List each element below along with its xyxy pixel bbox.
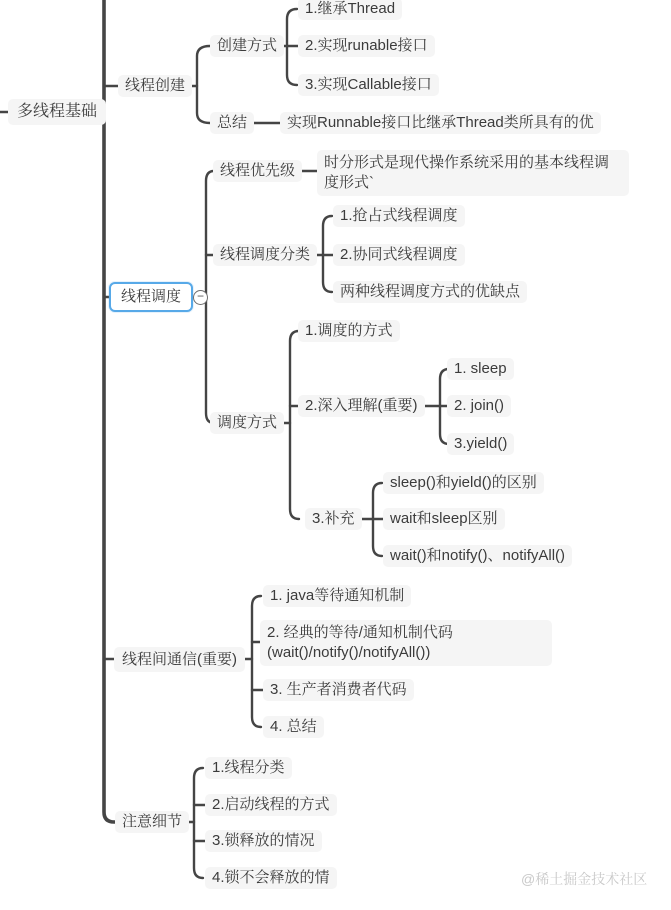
node-creation-methods[interactable]: 创建方式 bbox=[210, 35, 284, 57]
node-cooperative-scheduling[interactable]: 2.协同式线程调度 bbox=[333, 244, 465, 266]
node-supplement[interactable]: 3.补充 bbox=[305, 508, 362, 530]
node-thread-scheduling[interactable]: 线程调度 bbox=[109, 282, 193, 312]
node-scheduling-methods[interactable]: 调度方式 bbox=[210, 412, 284, 434]
node-inter-thread-communication[interactable]: 线程间通信(重要) bbox=[114, 647, 245, 672]
node-join[interactable]: 2. join() bbox=[447, 395, 511, 417]
watermark: @稀土掘金技术社区 bbox=[521, 871, 648, 887]
node-deep-understanding[interactable]: 2.深入理解(重要) bbox=[298, 395, 425, 417]
node-sleep[interactable]: 1. sleep bbox=[447, 358, 514, 380]
node-sleep-vs-yield[interactable]: sleep()和yield()的区别 bbox=[383, 472, 544, 494]
node-creation-summary[interactable]: 总结 bbox=[210, 112, 254, 134]
node-root[interactable]: 多线程基础 bbox=[8, 99, 106, 125]
node-attention-details[interactable]: 注意细节 bbox=[115, 811, 189, 833]
node-thread-categories[interactable]: 1.线程分类 bbox=[205, 757, 292, 779]
node-runnable-vs-thread-note[interactable]: 实现Runnable接口比继承Thread类所具有的优 bbox=[280, 112, 601, 134]
node-wait-vs-sleep[interactable]: wait和sleep区别 bbox=[383, 508, 505, 530]
node-time-sharing-note[interactable]: 时分形式是现代操作系统采用的基本线程调度形式` bbox=[317, 150, 629, 196]
node-wait-notify-notifyall[interactable]: wait()和notify()、notifyAll() bbox=[383, 545, 572, 567]
node-communication-summary[interactable]: 4. 总结 bbox=[263, 716, 324, 738]
collapse-icon[interactable]: − bbox=[193, 290, 208, 305]
node-implement-runnable[interactable]: 2.实现runable接口 bbox=[298, 35, 435, 57]
node-scheduling-pros-cons[interactable]: 两种线程调度方式的优缺点 bbox=[333, 281, 527, 303]
node-preemptive-scheduling[interactable]: 1.抢占式线程调度 bbox=[333, 205, 465, 227]
node-implement-callable[interactable]: 3.实现Callable接口 bbox=[298, 74, 439, 96]
node-yield[interactable]: 3.yield() bbox=[447, 433, 514, 455]
node-lock-not-release-cases[interactable]: 4.锁不会释放的情 bbox=[205, 867, 337, 889]
node-thread-priority[interactable]: 线程优先级 bbox=[213, 160, 302, 182]
node-java-wait-notify[interactable]: 1. java等待通知机制 bbox=[263, 585, 411, 607]
node-producer-consumer[interactable]: 3. 生产者消费者代码 bbox=[263, 679, 414, 701]
node-thread-creation[interactable]: 线程创建 bbox=[118, 75, 192, 97]
node-lock-release-cases[interactable]: 3.锁释放的情况 bbox=[205, 830, 322, 852]
node-scheduling-ways[interactable]: 1.调度的方式 bbox=[298, 320, 400, 342]
node-start-thread-ways[interactable]: 2.启动线程的方式 bbox=[205, 794, 337, 816]
node-scheduling-categories[interactable]: 线程调度分类 bbox=[213, 244, 317, 266]
node-extend-thread[interactable]: 1.继承Thread bbox=[298, 0, 402, 20]
node-classic-wait-notify-code[interactable]: 2. 经典的等待/通知机制代码(wait()/notify()/notifyAll()) bbox=[260, 620, 552, 666]
